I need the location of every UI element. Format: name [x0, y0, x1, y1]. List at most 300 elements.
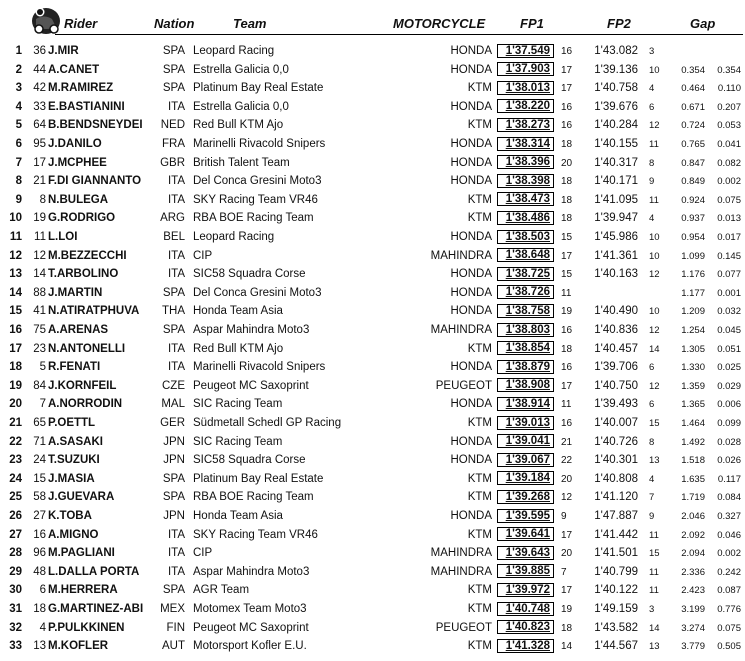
rider-name: J.DANILO: [48, 138, 102, 150]
motorcycle-rider-icon: [30, 5, 62, 35]
rider-name: K.TOBA: [48, 510, 92, 522]
rider-name: F.DI GIANNANTO: [48, 175, 142, 188]
gap-to-previous: 0.026: [717, 455, 741, 467]
rider-number: 36: [33, 45, 46, 57]
gap-to-first: 2.423: [681, 585, 705, 597]
nation-code: AUT: [162, 640, 185, 653]
gap-to-first: 0.847: [681, 157, 705, 169]
team-name: RBA BOE Racing Team: [193, 212, 314, 225]
fp1-time: 1'38.725: [497, 267, 554, 281]
nation-code: GBR: [160, 156, 185, 169]
fp1-time: 1'39.643: [497, 546, 554, 560]
rider-name: N.ANTONELLI: [48, 342, 126, 355]
rider-number: 13: [33, 640, 46, 653]
rider-name: T.ARBOLINO: [48, 268, 119, 281]
table-header: [0, 0, 745, 40]
table-row: [0, 79, 745, 97]
fp2-laps: 4: [649, 83, 655, 95]
team-name: CIP: [193, 547, 213, 560]
rider-name: T.SUZUKI: [48, 454, 100, 467]
team-name: SIC58 Squadra Corse: [193, 268, 306, 281]
motorcycle-brand: HONDA: [450, 286, 492, 299]
gap-to-first: 2.092: [681, 529, 705, 541]
position: 26: [9, 510, 22, 522]
fp1-laps: 12: [561, 492, 573, 504]
fp2-time: 1'40.808: [594, 472, 638, 485]
header-nation: Nation: [154, 16, 195, 31]
gap-to-first: 1.365: [681, 399, 705, 411]
header-divider: [55, 34, 743, 35]
fp2-time: 1'41.501: [594, 547, 638, 560]
rider-name: N.ATIRATPHUVA: [48, 305, 140, 318]
fp2-time: 1'39.136: [594, 63, 638, 76]
nation-code: SPA: [162, 584, 185, 597]
team-name: Estrella Galicia 0,0: [193, 100, 289, 113]
team-name: RBA BOE Racing Team: [193, 491, 314, 504]
gap-to-previous: 0.045: [717, 325, 741, 336]
nation-code: SPA: [162, 472, 185, 485]
motorcycle-brand: MAHINDRA: [430, 547, 492, 560]
rider-number: 44: [33, 63, 46, 76]
gap-to-previous: 0.327: [717, 511, 741, 522]
fp1-time: 1'38.273: [497, 118, 554, 132]
team-name: Platinum Bay Real Estate: [193, 472, 324, 485]
fp1-time: 1'38.803: [497, 323, 554, 337]
fp2-laps: 11: [649, 194, 659, 206]
rider-name: M.BEZZECCHI: [48, 249, 127, 262]
fp1-time: 1'38.503: [497, 230, 554, 244]
fp2-time: 1'39.676: [594, 100, 638, 113]
position: 2: [15, 63, 22, 76]
nation-code: ITA: [167, 547, 185, 560]
motorcycle-brand: HONDA: [450, 510, 492, 522]
fp1-laps: 16: [561, 362, 573, 374]
table-row: [0, 377, 745, 395]
fp1-laps: 11: [561, 399, 572, 411]
position: 4: [15, 100, 22, 113]
fp1-time: 1'40.748: [497, 602, 554, 616]
gap-to-first: 1.330: [681, 362, 705, 374]
fp1-time: 1'39.013: [497, 416, 554, 430]
rider-name: E.BASTIANINI: [48, 100, 125, 113]
fp2-time: 1'40.284: [594, 119, 638, 132]
nation-code: ITA: [167, 268, 185, 281]
team-name: CIP: [193, 249, 213, 262]
gap-to-previous: 0.207: [717, 101, 741, 113]
nation-code: SPA: [162, 82, 185, 95]
gap-to-first: 0.671: [681, 101, 705, 113]
rider-name: M.PAGLIANI: [48, 547, 115, 560]
rider-number: 95: [33, 138, 46, 150]
fp1-time: 1'39.972: [497, 583, 554, 597]
fp2-time: 1'45.986: [594, 231, 638, 243]
motorcycle-brand: KTM: [467, 342, 492, 355]
gap-to-first: 1.359: [681, 380, 705, 392]
rider-name: A.NORRODIN: [48, 398, 123, 411]
rider-name: A.ARENAS: [48, 324, 109, 336]
nation-code: CZE: [162, 379, 185, 392]
team-name: Aspar Mahindra Moto3: [193, 565, 310, 578]
position: 6: [15, 138, 22, 150]
rider-number: 65: [33, 417, 46, 429]
team-name: Honda Team Asia: [193, 510, 283, 522]
motorcycle-brand: HONDA: [450, 175, 492, 188]
position: 31: [9, 603, 22, 615]
position: 8: [15, 175, 22, 188]
fp2-time: 1'43.082: [594, 45, 638, 57]
rider-number: 27: [33, 510, 46, 522]
fp1-laps: 18: [561, 622, 573, 634]
rider-number: 24: [33, 454, 46, 467]
fp2-time: 1'40.122: [594, 584, 638, 597]
rider-number: 6: [39, 584, 46, 597]
team-name: Marinelli Rivacold Snipers: [193, 361, 326, 374]
motorcycle-brand: HONDA: [450, 454, 492, 467]
motorcycle-brand: HONDA: [450, 268, 492, 281]
motorcycle-brand: PEUGEOT: [435, 621, 492, 634]
table-row: [0, 228, 745, 246]
gap-to-previous: 0.006: [717, 399, 741, 411]
rider-name: J.MASIA: [48, 472, 95, 485]
fp2-time: 1'40.457: [594, 342, 638, 355]
team-name: SKY Racing Team VR46: [193, 193, 318, 206]
fp1-laps: 9: [561, 511, 567, 522]
fp1-laps: 20: [561, 548, 573, 560]
rider-name: J.MCPHEE: [48, 156, 107, 169]
nation-code: GER: [160, 417, 185, 429]
fp2-time: 1'40.726: [594, 435, 638, 448]
gap-to-first: 1.635: [681, 473, 705, 485]
fp2-time: 1'40.836: [594, 324, 638, 336]
gap-to-previous: 0.117: [717, 473, 741, 485]
gap-to-first: 0.924: [681, 194, 705, 206]
gap-to-previous: 0.145: [717, 250, 741, 262]
table-row: [0, 172, 745, 190]
position: 5: [15, 119, 22, 132]
table-row: [0, 433, 745, 451]
rider-name: R.FENATI: [48, 361, 101, 374]
rider-number: 7: [39, 398, 46, 411]
position: 27: [9, 528, 22, 541]
fp2-laps: 4: [649, 213, 655, 225]
position: 28: [9, 547, 22, 560]
table-row: [0, 42, 745, 60]
table-row: [0, 284, 745, 302]
team-name: British Talent Team: [193, 156, 290, 169]
motorcycle-brand: HONDA: [450, 435, 492, 448]
nation-code: ARG: [160, 212, 185, 225]
nation-code: SPA: [162, 491, 185, 504]
fp2-time: 1'41.442: [594, 528, 638, 541]
fp2-laps: 3: [649, 46, 655, 57]
table-row: [0, 154, 745, 172]
gap-to-previous: 0.017: [717, 232, 741, 243]
nation-code: ITA: [167, 528, 185, 541]
fp1-laps: 17: [561, 380, 573, 392]
fp2-time: 1'40.301: [594, 454, 638, 467]
position: 14: [9, 286, 22, 299]
motorcycle-brand: HONDA: [450, 138, 492, 150]
fp1-laps: 20: [561, 473, 573, 485]
gap-to-first: 0.765: [681, 139, 705, 150]
position: 1: [15, 45, 22, 57]
gap-to-previous: 0.028: [717, 436, 741, 448]
nation-code: SPA: [162, 63, 185, 76]
fp2-time: 1'40.317: [594, 156, 638, 169]
header-team: Team: [233, 16, 267, 31]
rider-name: M.RAMIREZ: [48, 82, 114, 95]
table-row: [0, 209, 745, 227]
fp1-laps: 18: [561, 343, 573, 355]
position: 29: [9, 565, 22, 578]
rider-name: A.CANET: [48, 63, 100, 76]
gap-to-first: 1.209: [681, 306, 705, 318]
gap-to-first: 1.176: [681, 269, 705, 281]
fp2-laps: 10: [649, 250, 660, 262]
table-row: [0, 247, 745, 265]
rider-number: 71: [33, 435, 46, 448]
nation-code: ITA: [167, 175, 185, 188]
fp2-time: 1'47.887: [594, 510, 638, 522]
gap-to-previous: 0.776: [717, 604, 741, 615]
rider-name: N.BULEGA: [48, 193, 109, 206]
team-name: Aspar Mahindra Moto3: [193, 324, 310, 336]
position: 20: [9, 398, 22, 411]
table-row: [0, 563, 745, 581]
position: 15: [9, 305, 22, 318]
header-fp2: FP2: [607, 16, 631, 31]
fp1-time: 1'38.486: [497, 211, 554, 225]
nation-code: BEL: [163, 231, 185, 243]
table-row: [0, 488, 745, 506]
table-row: [0, 395, 745, 413]
fp1-time: 1'39.041: [497, 434, 554, 448]
fp2-laps: 10: [649, 306, 660, 318]
gap-to-first: 1.518: [681, 455, 705, 467]
fp1-time: 1'38.854: [497, 341, 554, 355]
fp2-laps: 10: [649, 64, 660, 76]
nation-code: ITA: [167, 565, 185, 578]
gap-to-previous: 0.013: [717, 213, 741, 225]
fp1-laps: 17: [561, 64, 573, 76]
position: 33: [9, 640, 22, 653]
rider-name: B.BENDSNEYDEI: [48, 119, 143, 132]
fp1-laps: 11: [561, 287, 572, 299]
team-name: SIC58 Squadra Corse: [193, 454, 306, 467]
rider-name: L.DALLA PORTA: [48, 565, 140, 578]
position: 13: [9, 268, 22, 281]
fp2-time: 1'41.120: [594, 491, 638, 504]
motorcycle-brand: HONDA: [450, 156, 492, 169]
rider-number: 33: [33, 100, 46, 113]
nation-code: SPA: [162, 45, 185, 57]
header-fp1: FP1: [520, 16, 544, 31]
fp2-laps: 15: [649, 418, 660, 429]
table-row: [0, 61, 745, 79]
fp2-laps: 11: [649, 585, 659, 597]
fp1-laps: 17: [561, 250, 573, 262]
gap-to-previous: 0.354: [717, 64, 741, 76]
team-name: Marinelli Rivacold Snipers: [193, 138, 326, 150]
motorcycle-brand: HONDA: [450, 100, 492, 113]
nation-code: MEX: [160, 603, 185, 615]
table-row: [0, 191, 745, 209]
team-name: Leopard Racing: [193, 231, 275, 243]
fp2-laps: 11: [649, 566, 659, 578]
gap-to-previous: 0.051: [717, 343, 741, 355]
fp1-time: 1'39.268: [497, 490, 554, 504]
gap-to-previous: 0.032: [717, 306, 741, 318]
header-gap: Gap: [690, 16, 716, 31]
team-name: Südmetall Schedl GP Racing: [193, 417, 342, 429]
gap-to-previous: 0.110: [717, 83, 741, 95]
rider-name: A.MIGNO: [48, 528, 99, 541]
fp1-time: 1'39.641: [497, 527, 554, 541]
nation-code: MAL: [161, 398, 185, 411]
motorcycle-brand: HONDA: [450, 63, 492, 76]
gap-to-first: 0.354: [681, 64, 705, 76]
rider-name: J.KORNFEIL: [48, 379, 117, 392]
rider-name: G.MARTINEZ-ABI: [48, 603, 144, 615]
gap-to-previous: 0.075: [717, 622, 741, 634]
fp1-time: 1'39.885: [497, 564, 554, 578]
motorcycle-brand: KTM: [467, 212, 492, 225]
motorcycle-brand: PEUGEOT: [435, 379, 492, 392]
fp2-time: 1'40.490: [594, 305, 638, 318]
gap-to-previous: 0.046: [717, 529, 741, 541]
rider-name: L.LOI: [48, 231, 78, 243]
fp2-laps: 13: [649, 641, 660, 653]
fp1-time: 1'38.220: [497, 99, 554, 113]
fp1-laps: 18: [561, 139, 573, 150]
motorcycle-brand: MAHINDRA: [430, 565, 492, 578]
fp1-laps: 16: [561, 418, 573, 429]
fp2-time: 1'40.171: [594, 175, 638, 188]
fp1-time: 1'38.914: [497, 397, 554, 411]
fp2-laps: 6: [649, 399, 655, 411]
gap-to-previous: 0.084: [717, 492, 741, 504]
nation-code: THA: [162, 305, 185, 318]
fp1-time: 1'38.726: [497, 285, 554, 299]
team-name: Red Bull KTM Ajo: [193, 119, 284, 132]
table-row: [0, 470, 745, 488]
motorcycle-brand: MAHINDRA: [430, 249, 492, 262]
fp1-time: 1'37.549: [497, 44, 554, 58]
fp1-laps: 7: [561, 566, 567, 578]
rider-number: 64: [33, 119, 46, 132]
motorcycle-brand: KTM: [467, 417, 492, 429]
fp2-time: 1'40.799: [594, 565, 638, 578]
team-name: SIC Racing Team: [193, 398, 283, 411]
rider-number: 11: [34, 231, 46, 243]
fp2-time: 1'43.582: [594, 621, 638, 634]
fp1-time: 1'38.648: [497, 248, 554, 262]
fp1-time: 1'39.067: [497, 453, 554, 467]
nation-code: JPN: [163, 435, 185, 448]
fp2-time: 1'41.361: [594, 249, 638, 262]
nation-code: NED: [160, 119, 185, 132]
gap-to-first: 0.849: [681, 176, 705, 188]
fp2-time: 1'44.567: [594, 640, 638, 653]
gap-to-first: 3.274: [681, 622, 705, 634]
gap-to-first: 1.099: [681, 250, 705, 262]
gap-to-previous: 0.077: [717, 269, 741, 281]
nation-code: ITA: [167, 361, 185, 374]
position: 18: [9, 361, 22, 374]
fp2-laps: 11: [649, 139, 659, 150]
position: 23: [9, 454, 22, 467]
position: 3: [15, 82, 22, 95]
rider-name: A.SASAKI: [48, 435, 103, 448]
gap-to-first: 0.724: [681, 120, 705, 132]
motorcycle-brand: KTM: [467, 584, 492, 597]
table-row: [0, 265, 745, 283]
fp1-laps: 15: [561, 232, 573, 243]
table-row: [0, 135, 745, 153]
team-name: Red Bull KTM Ajo: [193, 342, 284, 355]
motorcycle-brand: KTM: [467, 491, 492, 504]
nation-code: SPA: [162, 286, 185, 299]
fp2-laps: 11: [649, 529, 659, 541]
position: 32: [9, 621, 22, 634]
fp1-laps: 16: [561, 120, 573, 132]
table-row: [0, 302, 745, 320]
nation-code: JPN: [163, 510, 185, 522]
rider-number: 19: [33, 212, 46, 225]
gap-to-previous: 0.002: [717, 548, 741, 560]
position: 25: [9, 491, 22, 504]
gap-to-previous: 0.002: [717, 176, 741, 188]
table-row: [0, 321, 745, 339]
fp2-laps: 8: [649, 157, 655, 169]
fp2-laps: 12: [649, 120, 660, 132]
fp2-time: 1'40.750: [594, 379, 638, 392]
rider-name: J.MIR: [48, 45, 79, 57]
table-row: [0, 451, 745, 469]
fp1-laps: 15: [561, 269, 573, 281]
fp2-time: 1'41.095: [594, 193, 638, 206]
rider-name: J.MARTIN: [48, 286, 103, 299]
rider-number: 96: [33, 547, 46, 560]
motorcycle-brand: HONDA: [450, 305, 492, 318]
gap-to-previous: 0.075: [717, 194, 741, 206]
fp2-laps: 4: [649, 473, 655, 485]
table-row: [0, 507, 745, 525]
team-name: AGR Team: [193, 584, 250, 597]
motorcycle-brand: HONDA: [450, 398, 492, 411]
fp2-laps: 6: [649, 362, 655, 374]
gap-to-previous: 0.053: [717, 120, 741, 132]
nation-code: ITA: [167, 193, 185, 206]
fp2-laps: 12: [649, 380, 660, 392]
team-name: Honda Team Asia: [193, 305, 283, 318]
gap-to-previous: 0.242: [717, 566, 741, 578]
fp1-laps: 17: [561, 529, 573, 541]
fp1-laps: 16: [561, 46, 573, 57]
nation-code: SPA: [162, 324, 185, 336]
fp1-laps: 17: [561, 585, 573, 597]
fp2-laps: 15: [649, 548, 660, 560]
fp1-time: 1'37.903: [497, 62, 554, 76]
team-name: Del Conca Gresini Moto3: [193, 286, 322, 299]
team-name: SKY Racing Team VR46: [193, 528, 318, 541]
fp2-time: 1'39.706: [594, 361, 638, 374]
fp2-laps: 14: [649, 622, 660, 634]
fp2-time: 1'39.493: [594, 398, 638, 411]
position: 10: [9, 212, 22, 225]
gap-to-previous: 0.087: [717, 585, 741, 597]
fp2-time: 1'40.758: [594, 82, 638, 95]
